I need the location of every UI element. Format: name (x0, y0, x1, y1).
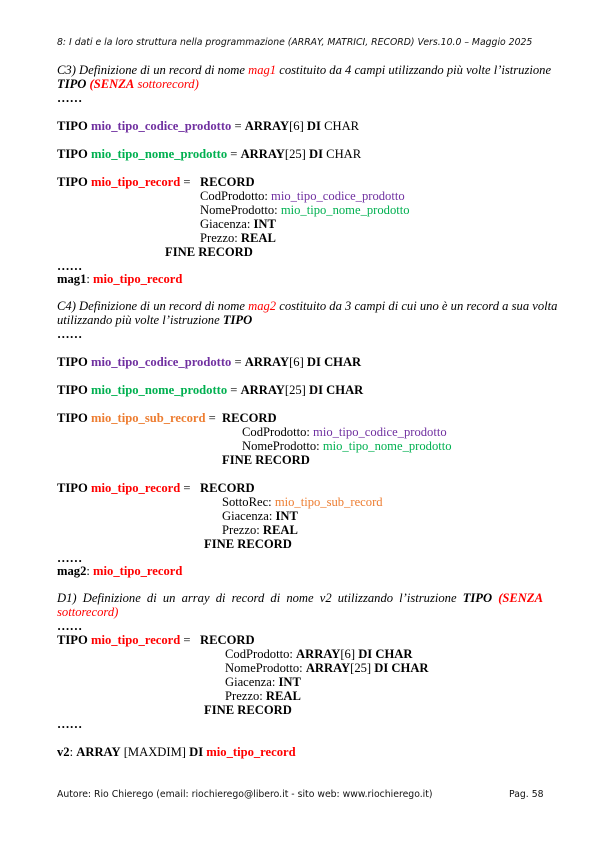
c4-sub-field-nome: NomeProdotto: mio_tipo_nome_prodotto (242, 439, 452, 453)
c4-fine-record: FINE RECORD (204, 537, 292, 551)
c3-type-record: TIPO mio_tipo_record = (57, 175, 191, 189)
d1-field-cod: CodProdotto: ARRAY[6] DI CHAR (225, 647, 413, 661)
c4-sub-record-keyword: RECORD (222, 411, 277, 425)
d1-dots: …… (57, 619, 83, 633)
c3-type-nome: TIPO mio_tipo_nome_prodotto = ARRAY[25] DI CHAR (57, 147, 362, 161)
d1-variable: v2: ARRAY [MAXDIM] DI mio_tipo_record (57, 745, 296, 759)
d1-field-prezzo: Prezzo: REAL (225, 689, 301, 703)
c3-variable: mag1: mio_tipo_record (57, 272, 183, 286)
c4-type-record: TIPO mio_tipo_record = (57, 481, 191, 495)
c4-field-prezzo: Prezzo: REAL (222, 523, 298, 537)
c3-field-giacenza: Giacenza: INT (200, 217, 276, 231)
c4-variable: mag2: mio_tipo_record (57, 564, 183, 578)
c3-intro-line2: TIPO (SENZA sottorecord) (57, 77, 199, 91)
d1-fine-record: FINE RECORD (204, 703, 292, 717)
d1-dots2: …… (57, 717, 83, 731)
c4-record-name: mag2 (248, 299, 277, 313)
c4-dots: …… (57, 327, 83, 341)
c3-record-name: mag1 (248, 63, 277, 77)
d1-intro: D1) Definizione di un array di record di nome v2 utilizzando l’istruzione TIPO (SENZA sottorecord) (57, 591, 543, 619)
page-header: 8: I dati e la loro struttura nella programmazione (ARRAY, MATRICI, RECORD) Vers.10.0 – Maggio 2025 (57, 37, 533, 48)
c3-dots: …… (57, 91, 83, 105)
d1-record-keyword: RECORD (200, 633, 255, 647)
c4-field-giacenza: Giacenza: INT (222, 509, 298, 523)
c3-type-codice: TIPO mio_tipo_codice_prodotto = ARRAY[6] DI CHAR (57, 119, 360, 133)
c4-type-sub-record: TIPO mio_tipo_sub_record = (57, 411, 216, 425)
c4-intro-line1: C4) Definizione di un record di nome mag2 costituito da 3 campi di cui uno è un record a sua volta (57, 299, 558, 313)
c4-intro-line2: utilizzando più volte l’istruzione TIPO (57, 313, 253, 327)
c3-field-cod: CodProdotto: mio_tipo_codice_prodotto (200, 189, 405, 203)
c4-sub-fine-record: FINE RECORD (222, 453, 310, 467)
footer-author: Autore: Rio Chierego (email: riochierego@libero.it - sito web: www.riochierego.it) (57, 789, 433, 800)
d1-field-nome: NomeProdotto: ARRAY[25] DI CHAR (225, 661, 429, 675)
d1-field-giacenza: Giacenza: INT (225, 675, 301, 689)
c4-field-sottorec: SottoRec: mio_tipo_sub_record (222, 495, 383, 509)
c3-intro-line1: C3) Definizione di un record di nome mag1 costituito da 4 campi utilizzando più volte l’istruzione (57, 63, 552, 77)
c4-type-codice: TIPO mio_tipo_codice_prodotto = ARRAY[6] DI CHAR (57, 355, 362, 369)
c3-dots2: …… (57, 259, 83, 273)
c3-fine-record: FINE RECORD (165, 245, 253, 259)
c4-record-keyword: RECORD (200, 481, 255, 495)
c4-dots2: …… (57, 551, 83, 565)
c3-record-keyword: RECORD (200, 175, 255, 189)
c3-field-prezzo: Prezzo: REAL (200, 231, 276, 245)
d1-type-record: TIPO mio_tipo_record = (57, 633, 191, 647)
c4-sub-field-cod: CodProdotto: mio_tipo_codice_prodotto (242, 425, 447, 439)
c3-field-nome: NomeProdotto: mio_tipo_nome_prodotto (200, 203, 410, 217)
footer-page-number: Pag. 58 (509, 789, 544, 800)
c4-type-nome: TIPO mio_tipo_nome_prodotto = ARRAY[25] DI CHAR (57, 383, 364, 397)
